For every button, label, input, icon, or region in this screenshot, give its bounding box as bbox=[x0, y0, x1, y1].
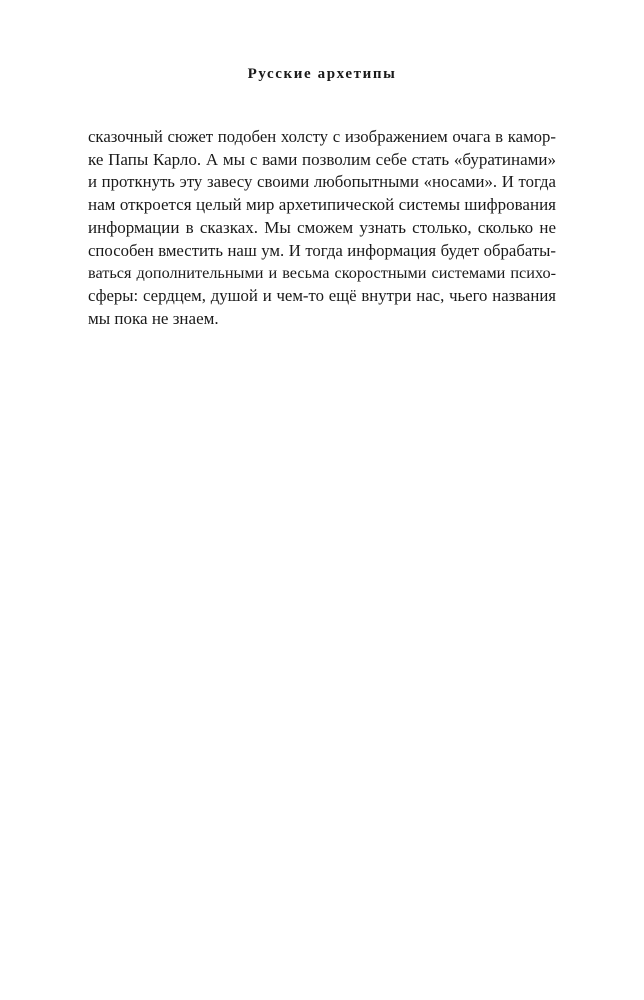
body-paragraph bbox=[88, 126, 556, 330]
text-line: сферы: сердцем, душой и чем-то ещё внутри нас, чьего названия bbox=[88, 285, 556, 305]
text-line: ваться дополнительными и весьма скоростными системами психо- bbox=[88, 264, 556, 283]
text-line: информации в сказках. Мы сможем узнать столько, сколько не bbox=[88, 217, 556, 237]
text-line: нам откроется целый мир архетипической системы шифрования bbox=[88, 195, 556, 215]
text-line: способен вместить наш ум. И тогда информация будет обрабаты- bbox=[88, 240, 556, 260]
running-head: Русские архетипы bbox=[247, 66, 397, 82]
text-line: мы пока не знаем. bbox=[88, 308, 219, 328]
text-line: и проткнуть эту завесу своими любопытными «носами». И тогда bbox=[88, 172, 556, 192]
text-line: ке Папы Карло. А мы с вами позволим себе стать «буратинами» bbox=[88, 149, 556, 169]
text-line: сказочный сюжет подобен холсту с изображением очага в камор- bbox=[88, 127, 556, 146]
